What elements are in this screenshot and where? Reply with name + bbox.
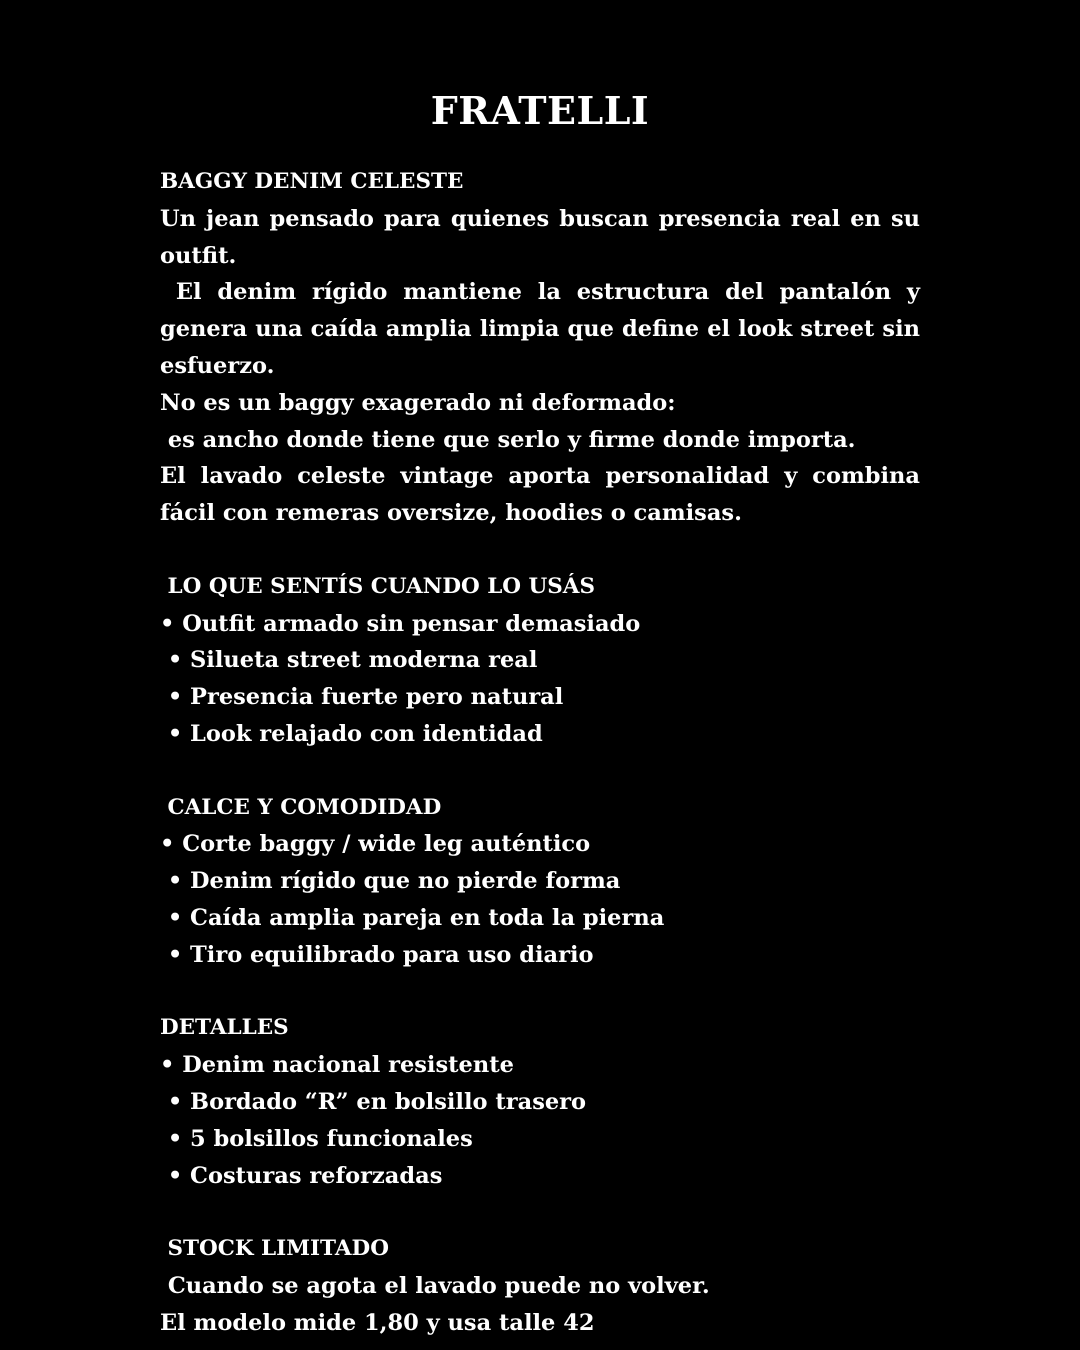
details-item: • Denim nacional resistente bbox=[160, 1052, 514, 1079]
spacer bbox=[160, 1194, 920, 1231]
baggy-line-2: es ancho donde tiene que serlo y firme donde importa. bbox=[160, 426, 856, 453]
spacer bbox=[160, 753, 920, 790]
structure-paragraph: El denim rígido mantiene la estructura del pantalón y genera una caída amplia limpia que define el look street sin esfuerzo. bbox=[160, 279, 928, 379]
baggy-line-1: No es un baggy exagerado ni deformado: bbox=[160, 389, 676, 416]
details-item: • Costuras reforzadas bbox=[160, 1162, 443, 1189]
fit-item: • Corte baggy / wide leg auténtico bbox=[160, 831, 591, 858]
feel-item: • Presencia fuerte pero natural bbox=[160, 684, 564, 711]
feel-item: • Outfit armado sin pensar demasiado bbox=[160, 610, 641, 637]
spacer bbox=[160, 974, 920, 1011]
stock-line: Cuando se agota el lavado puede no volver. bbox=[160, 1272, 710, 1299]
model-size-line: El modelo mide 1,80 y usa talle 42 bbox=[160, 1309, 595, 1336]
details-item: • Bordado “R” en bolsillo trasero bbox=[160, 1088, 587, 1115]
feel-heading: LO QUE SENTÍS CUANDO LO USÁS bbox=[160, 573, 596, 599]
wash-paragraph: El lavado celeste vintage aporta personalidad y combina fácil con remeras oversize, hoodies o camisas. bbox=[160, 463, 920, 527]
fit-item: • Tiro equilibrado para uso diario bbox=[160, 941, 594, 968]
details-item: • 5 bolsillos funcionales bbox=[160, 1125, 473, 1152]
details-heading: DETALLES bbox=[160, 1015, 289, 1041]
product-title: BAGGY DENIM CELESTE bbox=[160, 169, 464, 194]
spacer bbox=[160, 532, 920, 569]
fit-heading: CALCE Y COMODIDAD bbox=[160, 794, 442, 820]
brand-title: FRATELLI bbox=[430, 88, 650, 133]
feel-item: • Look relajado con identidad bbox=[160, 720, 543, 747]
stock-heading: STOCK LIMITADO bbox=[160, 1236, 389, 1262]
fit-item: • Caída amplia pareja en toda la pierna bbox=[160, 904, 665, 931]
feel-item: • Silueta street moderna real bbox=[160, 647, 538, 674]
fit-item: • Denim rígido que no pierde forma bbox=[160, 868, 621, 895]
intro-paragraph: Un jean pensado para quienes buscan presencia real en su outfit. bbox=[160, 205, 920, 269]
product-description bbox=[160, 164, 928, 1342]
